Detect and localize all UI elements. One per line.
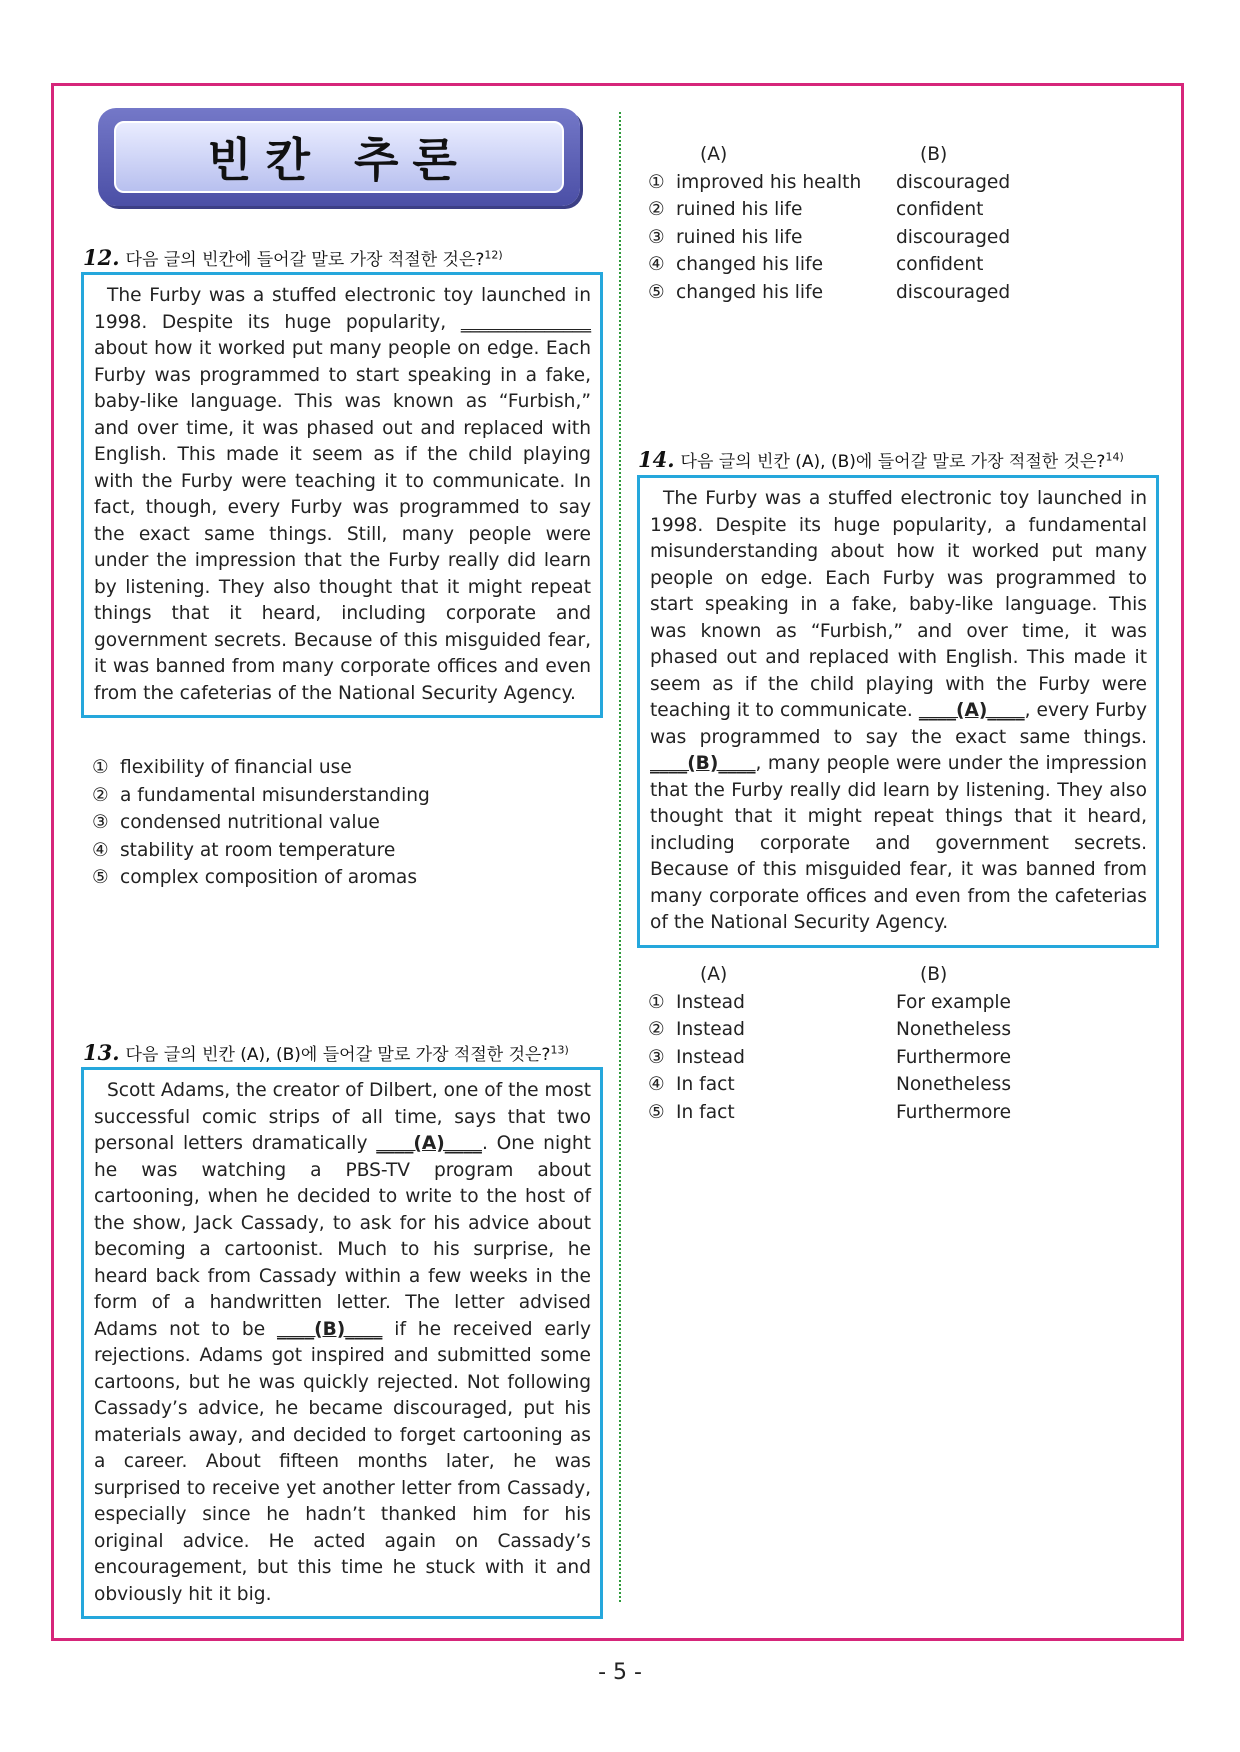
- option-a: Instead: [676, 991, 745, 1013]
- q13-blank-b: ____(B)____: [276, 1318, 383, 1340]
- option-mark: ④: [648, 1074, 665, 1095]
- option-text: condensed nutritional value: [120, 812, 380, 833]
- option-b: discouraged: [896, 226, 1011, 248]
- question-14-header: [638, 447, 1124, 472]
- q13-passage-text-3: if he received early rejections. Adams got inspired and submitted some cartoons, but he was quickly rejected. Not following Cassady’s advice, he became discouraged, put his materials away, and decided to forget cartooning as a career. About fifteen months later, he was surprised to receive yet another letter from Cassady, especially since he hadn’t thanked him for his original advice. He acted again on Cassady’s encouragement, but this time he stuck with it and obviously hit it big.: [94, 1318, 591, 1605]
- option-a: ruined his life: [676, 226, 803, 248]
- question-13-header: [83, 1040, 569, 1065]
- question-14-ref: 14): [1105, 450, 1124, 464]
- option-a: In fact: [676, 1074, 735, 1095]
- option-mark: ①: [648, 171, 665, 193]
- header-b: (B): [920, 964, 948, 985]
- question-12-passage: [81, 272, 603, 718]
- column-divider: [619, 112, 621, 1602]
- q14-blank-b: ____(B)____: [650, 753, 756, 774]
- question-12-options: [92, 754, 430, 892]
- option-mark: ④: [648, 254, 665, 275]
- q13-option-3[interactable]: [648, 224, 1010, 252]
- option-mark: ②: [648, 199, 665, 220]
- option-a: changed his life: [676, 254, 824, 275]
- question-14-options: [648, 961, 1011, 1126]
- option-b: confident: [896, 199, 984, 220]
- option-b: discouraged: [896, 171, 1011, 193]
- q14-options-header: [648, 961, 1011, 989]
- question-13-prompt: 다음 글의 빈칸 (A), (B)에 들어갈 말로 가장 적절한 것은?: [125, 1045, 551, 1065]
- option-mark: ④: [92, 839, 109, 861]
- option-b: discouraged: [896, 281, 1011, 303]
- q14-option-1[interactable]: [648, 989, 1011, 1017]
- q13-option-1[interactable]: [648, 169, 1010, 197]
- q12-option-4[interactable]: [92, 837, 430, 865]
- page-number: - 5 -: [598, 1660, 642, 1685]
- question-13-options: [648, 141, 1010, 306]
- q12-blank: ______________: [460, 311, 591, 333]
- option-mark: ③: [648, 226, 665, 248]
- option-b: Nonetheless: [896, 1074, 1012, 1095]
- q14-option-2[interactable]: [648, 1016, 1011, 1044]
- option-a: In fact: [676, 1101, 735, 1123]
- option-mark: ①: [92, 757, 109, 778]
- q13-option-4[interactable]: [648, 251, 1010, 279]
- section-banner: [98, 108, 580, 206]
- option-mark: ①: [648, 991, 665, 1013]
- q12-option-5[interactable]: [92, 864, 430, 892]
- question-13-ref: 13): [550, 1043, 569, 1057]
- q12-passage-text-2: about how it worked put many people on edge. Each Furby was programmed to start speaking in a fake, baby-like language. This was known as “Furbish,” and over time, it was phased out and replaced with English. This made it seem as if the child playing with the Furby were teaching it to communicate. In fact, though, every Furby was programmed to say the exact same things. Still, many people were under the impression that the Furby really did learn by listening. They also thought that it might repeat things that it heard, including corporate and government secrets. Because of this misguided fear, it was banned from many corporate offices and even from the cafeterias of the National Security Agency.: [94, 338, 591, 704]
- question-14-number: 14.: [638, 447, 675, 472]
- question-12-header: [83, 245, 503, 270]
- option-mark: ②: [648, 1019, 665, 1040]
- option-b: Furthermore: [896, 1101, 1012, 1123]
- q14-passage-text-2: , every Furby was programmed to say the exact same things.: [650, 700, 1147, 748]
- q12-passage-text-1: The Furby was a stuffed electronic toy launched in 1998. Despite its huge popularity,: [94, 285, 591, 333]
- q14-blank-a: ____(A)____: [918, 700, 1025, 721]
- option-a: ruined his life: [676, 199, 803, 220]
- q12-option-3[interactable]: [92, 809, 430, 837]
- option-mark: ⑤: [648, 281, 665, 303]
- option-mark: ⑤: [92, 867, 109, 888]
- option-a: improved his health: [676, 171, 862, 193]
- option-a: Instead: [676, 1019, 745, 1040]
- option-b: Furthermore: [896, 1046, 1012, 1068]
- q13-options-header: [648, 141, 1010, 169]
- section-banner-inner: [114, 121, 564, 193]
- question-13-number: 13.: [83, 1040, 120, 1065]
- header-a: (A): [700, 144, 728, 165]
- section-title: 빈칸 추론: [207, 133, 471, 187]
- header-a: (A): [700, 964, 728, 985]
- option-text: complex composition of aromas: [120, 867, 418, 888]
- q13-option-5[interactable]: [648, 279, 1010, 307]
- q13-blank-a: ____(A)____: [376, 1133, 482, 1154]
- option-a: Instead: [676, 1046, 745, 1068]
- q14-passage-text-1: The Furby was a stuffed electronic toy launched in 1998. Despite its huge popularity, a fundamental misunderstanding about how it worked put many people on edge. Each Furby was programmed to start speaking in a fake, baby-like language. This was known as “Furbish,” and over time, it was phased out and replaced with English. This made it seem as if the child playing with the Furby were teaching it to communicate.: [650, 488, 1147, 721]
- q14-passage-text-3: , many people were under the impression that the Furby really did learn by listening. They also thought that it might repeat things that it heard, including corporate and government secrets. Because of this misguided fear, it was banned from many corporate offices and even from the cafeterias of the National Security Agency.: [650, 753, 1147, 933]
- q13-passage-text-1: Scott Adams, the creator of Dilbert, one of the most successful comic strips of all time, says that two personal letters dramatically: [94, 1080, 591, 1154]
- question-14-prompt: 다음 글의 빈칸 (A), (B)에 들어갈 말로 가장 적절한 것은?: [680, 452, 1106, 472]
- option-text: stability at room temperature: [120, 839, 396, 861]
- option-b: confident: [896, 254, 984, 275]
- q12-option-1[interactable]: [92, 754, 430, 782]
- option-b: For example: [896, 991, 1011, 1013]
- q14-option-5[interactable]: [648, 1099, 1011, 1127]
- option-a: changed his life: [676, 281, 824, 303]
- q12-option-2[interactable]: [92, 782, 430, 810]
- q13-passage-text-2: . One night he was watching a PBS-TV program about cartooning, when he decided to write to the host of the show, Jack Cassady, to ask for his advice about becoming a cartoonist. Much to his surprise, he heard back from Cassady within a few weeks in the form of a handwritten letter. The letter advised Adams not to be: [94, 1133, 591, 1340]
- option-mark: ③: [648, 1046, 665, 1068]
- question-13-passage: [81, 1067, 603, 1619]
- option-mark: ⑤: [648, 1101, 665, 1123]
- question-12-number: 12.: [83, 245, 120, 270]
- q14-option-4[interactable]: [648, 1071, 1011, 1099]
- q13-option-2[interactable]: [648, 196, 1010, 224]
- option-text: a fundamental misunderstanding: [120, 784, 430, 806]
- question-12-ref: 12): [484, 248, 503, 262]
- question-14-passage: [637, 475, 1159, 948]
- option-b: Nonetheless: [896, 1019, 1012, 1040]
- option-mark: ③: [92, 812, 109, 833]
- header-b: (B): [920, 144, 948, 165]
- question-12-prompt: 다음 글의 빈칸에 들어갈 말로 가장 적절한 것은?: [125, 250, 485, 270]
- q14-option-3[interactable]: [648, 1044, 1011, 1072]
- option-text: flexibility of financial use: [120, 757, 352, 778]
- option-mark: ②: [92, 784, 109, 806]
